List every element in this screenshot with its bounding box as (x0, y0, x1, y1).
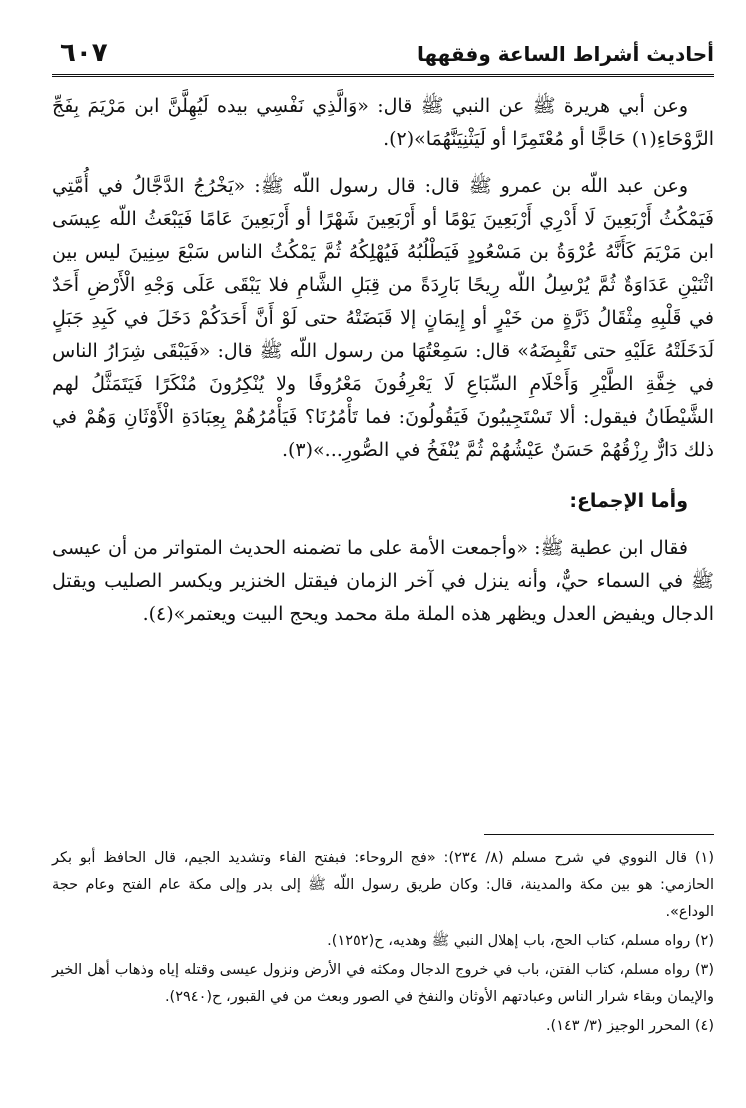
page-number: ٦٠٧ (60, 38, 108, 68)
paragraph-ibn-atiyyah: فقال ابن عطية ﷺ: «وأجمعت الأمة على ما تضمنه الحديث المتواتر من أن عيسى ﷺ في السماء حيٌّ، وأنه ينزل في آخر الزمان فيقتل الخنزير ويكسر الصليب ويقتل الدجال ويفيض العدل ويظهر هذه الملة ملة محمد ويحج البيت ويعتمر»(٤). (52, 537, 714, 625)
book-page (52, 34, 714, 1084)
running-header (52, 34, 714, 77)
footnote-1: (١) قال النووي في شرح مسلم (٨/ ٢٣٤): «فج الروحاء: فبفتح الفاء وتشديد الجيم، قال الحافظ أبو بكر الحازمي: هو بين مكة والمدينة، قال: وكان طريق رسول اللّه ﷺ إلى بدر وإلى مكة عام الفتح وعام حجة الوداع». (52, 850, 715, 920)
paragraph-abdullah-ibn-amr: وعن عبد اللّه بن عمرو ﷺ قال: قال رسول اللّه ﷺ: «يَخْرُجُ الدَّجَّالُ في أُمَّتِي فَيَمْكُثُ أَرْبَعِينَ لَا أَدْرِي أَرْبَعِينَ يَوْمًا أو أَرْبَعِينَ شَهْرًا أو أَرْبَعِينَ عَامًا فَيَبْعَثُ اللّه عِيسَى ابن مَرْيَمَ كَأَنَّهُ عُرْوَةُ بن مَسْعُودٍ فَيَطْلُبُهُ فَيُهْلِكُهُ ثُمَّ يَمْكُثُ الناس سَبْعَ سِنِينَ ليس بين اثْنَيْنِ عَدَاوَةٌ ثُمَّ يُرْسِلُ اللّه رِيحًا بَارِدَةً من قِبَلِ الشَّامِ فلا يَبْقَى عَلَى وَجْهِ الْأَرْضِ أَحَدٌ في قَلْبِهِ مِثْقَالُ ذَرَّةٍ من خَيْرٍ أو إِيمَانٍ إلا قَبَضَتْهُ حتى لَوْ أَنَّ أَحَدَكُمْ دَخَلَ في كَبِدِ جَبَلٍ لَدَخَلَتْهُ عَلَيْهِ حتى تَقْبِضَهُ» قال: سَمِعْتُهَا من رسول اللّه ﷺ قال: «فَيَبْقَى شِرَارُ الناس في خِفَّةِ الطَّيْرِ وَأَحْلَامِ السِّبَاعِ لَا يَعْرِفُونَ مَعْرُوفًا ولا يُنْكِرُونَ مُنْكَرًا فَيَتَمَثَّلُ لهم الشَّيْطَانُ فيقول: ألا تَسْتَجِيبُونَ فَيَقُولُونَ: فما تَأْمُرُنَا؟ فَيَأْمُرُهُمْ بِعِبَادَةِ الْأَوْثَانِ وَهُمْ في ذلك دَارٌّ رِزْقُهُمْ حَسَنٌ عَيْشُهُمْ ثُمَّ يُنْفَخُ في الصُّورِ...»(٣). (52, 175, 714, 461)
footnotes (52, 834, 714, 1042)
footnote-separator (484, 834, 714, 835)
footnote-4: (٤) المحرر الوجيز (٣/ ١٤٣). (545, 1018, 714, 1034)
running-title: أحاديث أشراط الساعة وفقهها (416, 42, 714, 66)
section-heading-ijma: وأما الإجماع: (569, 490, 688, 512)
paragraph-abu-hurairah: وعن أبي هريرة ﷺ عن النبي ﷺ قال: «وَالَّذِي نَفْسِي بيده لَيُهِلَّنَّ ابن مَرْيَمَ بِفَجِّ الرَّوْحَاءِ(١) حَاجًّا أو مُعْتَمِرًا أو لَيَثْنِيَنَّهُمَا»(٢). (52, 95, 714, 150)
footnote-2: (٢) رواه مسلم، كتاب الحج، باب إهلال النبي ﷺ وهديه، ح(١٢٥٢). (327, 933, 714, 949)
main-text (52, 90, 714, 645)
footnote-3: (٣) رواه مسلم، كتاب الفتن، باب في خروج الدجال ومكثه في الأرض ونزول عيسى وقتله إياه وذهاب أهل الخير والإيمان وبقاء شرار الناس وعبادتهم الأوثان والنفخ في الصور وبعث من في القبور، ح(٢٩٤٠). (52, 962, 714, 1005)
